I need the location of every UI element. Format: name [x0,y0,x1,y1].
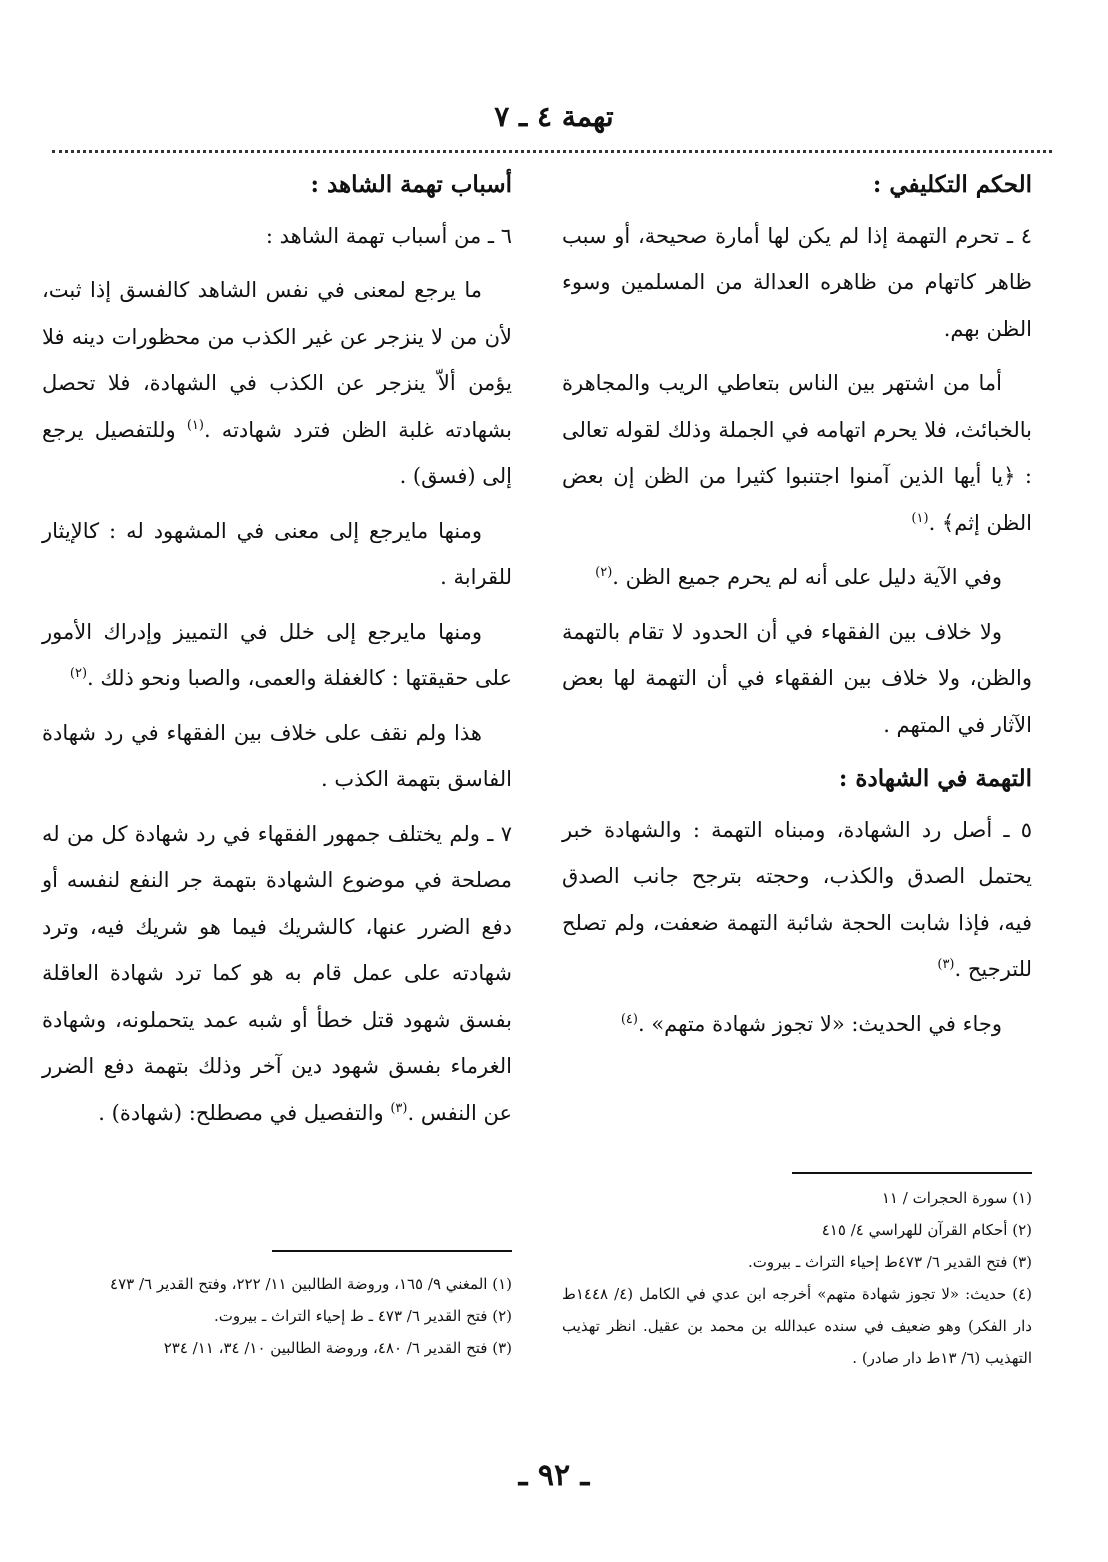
paragraph-7 [42,811,512,1137]
footnote-ref: (٤) [620,1011,638,1027]
footnote-ref: (٢) [595,565,613,580]
paragraph-text: وجاء في الحديث: «لا تجوز شهادة متهم» . [637,1011,1002,1036]
footnote-item: (٣) فتح القدير ٦/ ٤٧٣ط إحياء التراث ـ بيروت. [747,1253,1032,1271]
section-heading-causes: أسباب تهمة الشاهد : [310,171,512,198]
paragraph-text: ٧ ـ ولم يختلف جمهور الفقهاء في رد شهادة كل من له مصلحة في موضوع الشهادة بتهمة جر النفع لنفسه أو دفع الضرر عنها، كالشريك فيما هو شريك فيه، وترد شهادته على عمل قام به هو كما ترد شهادة العاقلة بفسق شهود قتل خطأ أو شبه عمد يتحملونه، وشهادة الغرماء بفسق شهود دين آخر وذلك بتهمة دفع الضرر عن النفس . [42,821,512,1125]
right-column [562,162,1032,1055]
paragraph-text: ٥ ـ أصل رد الشهادة، ومبناه التهمة : والشهادة خبر يحتمل الصدق والكذب، وحجته بترجح جانب الصدق فيه، فإذا شابت الحجة شائبة التهمة ضعفت، ولم تصلح للترجيح . [562,817,1032,981]
paragraph-reputation [562,360,1032,546]
paragraph-discernment [42,609,512,702]
footnote-item: (٣) فتح القدير ٦/ ٤٨٠، وروضة الطالبين ١٠/ ٣٤، ١١/ ٢٣٤ [163,1339,512,1357]
paragraph-hudud: ولا خلاف بين الفقهاء في أن الحدود لا تقام بالتهمة والظن، ولا خلاف بين الفقهاء في أن التهمة لها بعض الآثار في المتهم . [562,619,1032,737]
footnote-divider-right [792,1172,1032,1174]
footnote-ref: (١) [186,417,204,433]
paragraph-text: وفي الآية دليل على أنه لم يحرم جميع الظن . [612,565,1002,589]
paragraph-4: ٤ ـ تحرم التهمة إذا لم يكن لها أمارة صحيحة، أو سبب ظاهر كاتهام من ظاهره العدالة من المسلمين وسوء الظن بهم. [562,223,1032,341]
footnote-item: (٢) فتح القدير ٦/ ٤٧٣ ـ ط إحياء التراث ـ بيروت. [214,1307,512,1325]
footnote-item: (٢) أحكام القرآن للهراسي ٤/ ٤١٥ [821,1221,1032,1239]
paragraph-text: ما يرجع لمعنى في نفس الشاهد كالفسق إذا ثبت، لأن من لا ينزجر عن غير الكذب من محظورات دينه فلا يؤمن ألاّ ينزجر عن الكذب في الشهادة، فلا تحصل بشهادته غلبة الظن فترد شهادته . [42,278,512,442]
paragraph-fisq [42,267,512,500]
footnote-ref: (٣) [937,957,955,972]
running-head: تهمة ٤ ـ ٧ [494,100,614,133]
paragraph-verse-evidence [562,554,1032,601]
paragraph-no-dispute: هذا ولم نقف على خلاف بين الفقهاء في رد شهادة الفاسق بتهمة الكذب . [42,720,512,791]
paragraph-5 [562,807,1032,993]
footnote-item: (١) المغني ٩/ ١٦٥، وروضة الطالبين ١١/ ٢٢٢، وفتح القدير ٦/ ٤٧٣ [110,1275,512,1293]
footnote-ref: (٢) [69,666,88,681]
paragraph-text: ومنها مايرجع إلى خلل في التمييز وإدراك الأمور على حقيقتها : كالغفلة والعمى، والصبا ونحو ذلك . [42,619,512,690]
left-column [42,162,512,1144]
footnote-ref: (١) [911,510,929,526]
paragraph-hadith [562,1001,1032,1048]
footnotes-left [42,1268,512,1364]
paragraph-kinship: ومنها مايرجع إلى معنى في المشهود له : كالإيثار للقرابة . [42,518,512,589]
footnotes-right [562,1182,1032,1374]
section-heading-ruling: الحكم التكليفي : [872,171,1032,198]
paragraph-text: أما من اشتهر بين الناس بتعاطي الريب والمجاهرة بالخبائث، فلا يحرم اتهامه في الجملة وذلك لقوله تعالى : ﴿يا أيها الذين آمنوا اجتنبوا كثيرا من الظن إن بعض الظن إثم﴾ . [562,371,1032,535]
paragraph-text-tail: وللتفصيل يرجع إلى (فسق) . [42,417,512,488]
page-number: ـ ٩٢ ـ [518,1458,590,1493]
section-heading-testimony: التهمة في الشهادة : [838,765,1032,792]
footnote-ref: (٣) [390,1100,408,1116]
footnote-item: (١) سورة الحجرات / ١١ [881,1189,1032,1207]
paragraph-text-tail: والتفصيل في مصطلح: (شهادة) . [98,1100,391,1125]
header-divider [52,150,1052,153]
footnote-divider-left [272,1250,512,1252]
paragraph-6: ٦ ـ من أسباب تهمة الشاهد : [265,223,512,248]
footnote-item: (٤) حديث: «لا تجوز شهادة متهم» أخرجه ابن عدي في الكامل (٤/ ١٤٤٨ط دار الفكر) وهو ضعيف في سنده عبدالله بن محمد بن عقيل. انظر تهذيب التهذيب (٦/ ١٣ط دار صادر) . [562,1285,1032,1367]
